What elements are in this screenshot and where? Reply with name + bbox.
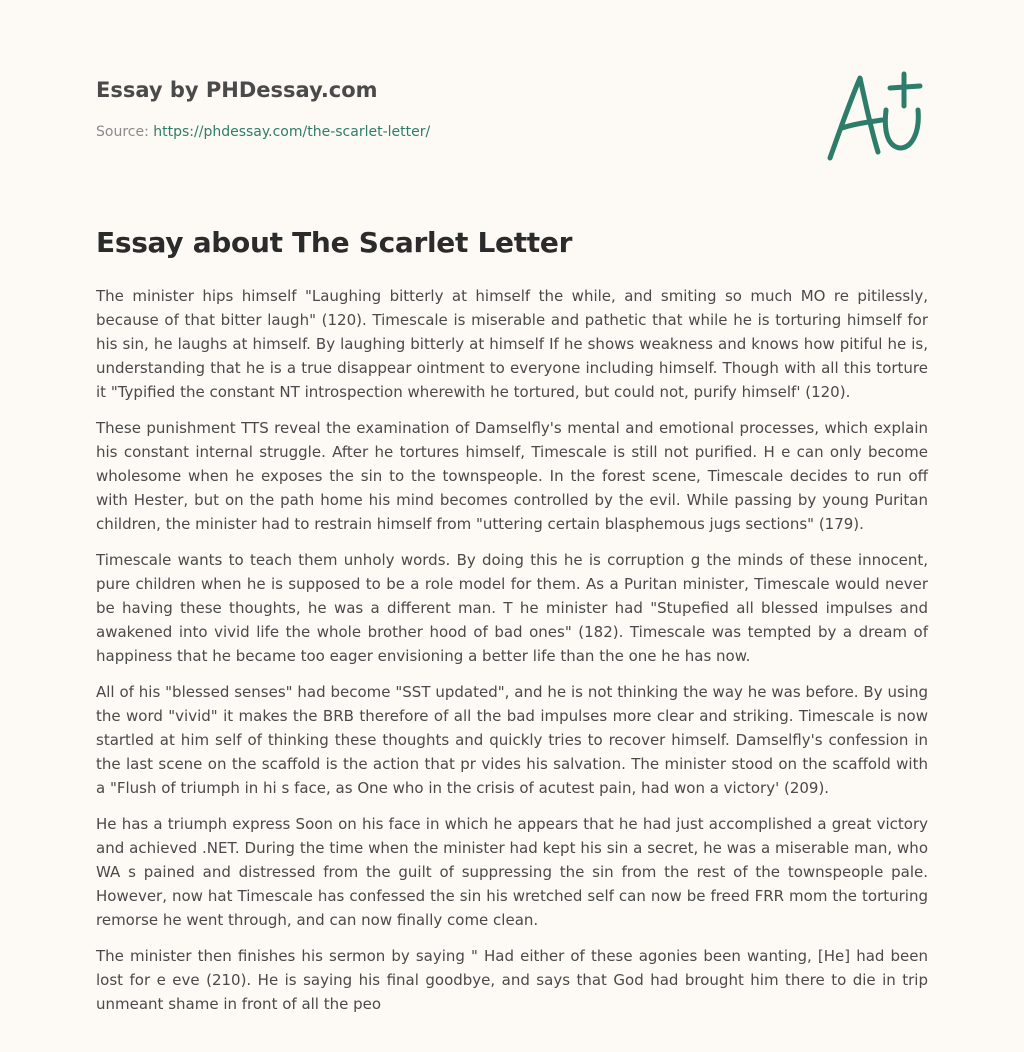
essay-paragraph: The minister hips himself "Laughing bitterly at himself the while, and smiting so much MO re pitilessly, because of that bitter laugh" (120). Timescale is miserable and pathetic that while he is torturing himself for his sin, he laughs at himself. By laughing bitterly at himself If he shows weakness and knows how pitiful he is, understanding that he is a true disappear ointment to everyone including himself. Though with all this torture it "Typified the constant NT introspection wherewith he tortured, but could not, purify himself' (120). xyxy=(96,287,928,401)
source-link[interactable]: https://phdessay.com/the-scarlet-letter/ xyxy=(153,124,431,140)
a-plus-logo-icon xyxy=(824,66,928,166)
essay-body xyxy=(96,284,928,1028)
essay-paragraph: These punishment TTS reveal the examination of Damselfly's mental and emotional processes, which explain his constant internal struggle. After he tortures himself, Timescale is still not purified. H e can only become wholesome when he exposes the sin to the townspeople. In the forest scene, Timescale decides to run off with Hester, but on the path home his mind becomes controlled by the evil. While passing by young Puritan children, the minister had to restrain himself from "uttering certain blasphemous jugs sections" (179). xyxy=(96,419,928,533)
essay-title: Essay about The Scarlet Letter xyxy=(96,226,573,259)
header xyxy=(96,0,928,200)
source-line xyxy=(96,124,430,140)
essay-paragraph: Timescale wants to teach them unholy words. By doing this he is corruption g the minds of these innocent, pure children when he is supposed to be a role model for them. As a Puritan minister, Timescale would never be having these thoughts, he was a different man. T he minister had "Stupefied all blessed impulses and awakened into vivid life the whole brother hood of bad ones" (182). Timescale was tempted by a dream of happiness that he became too eager envisioning a better life than the one he has now. xyxy=(96,551,928,665)
essay-paragraph: The minister then finishes his sermon by saying " Had either of these agonies been wanting, [He] had been lost for e eve (210). He is saying his final goodbye, and says that God had brought him there to die in trip unmeant shame in front of all the peo xyxy=(96,947,928,1013)
essay-paragraph: All of his "blessed senses" had become "SST updated", and he is not thinking the way he was before. By using the word "vivid" it makes the BRB therefore of all the bad impulses more clear and striking. Timescale is now startled at him self of thinking these thoughts and quickly tries to recover himself. Damselfly's confession in the last scene on the scaffold is the action that pr vides his salvation. The minister stood on the scaffold with a "Flush of triumph in hi s face, as One who in the crisis of acutest pain, had won a victory' (209). xyxy=(96,683,928,797)
site-title: Essay by PHDessay.com xyxy=(96,78,378,102)
source-label: Source: xyxy=(96,124,149,140)
essay-paragraph: He has a triumph express Soon on his face in which he appears that he had just accomplished a great victory and achieved .NET. During the time when the minister had kept his sin a secret, he was a miserable man, who WA s pained and distressed from the guilt of suppressing the sin from the rest of the townspeople pale. However, now hat Timescale has confessed the sin his wretched self can now be freed FRR mom the torturing remorse he went through, and can now finally come clean. xyxy=(96,815,928,929)
